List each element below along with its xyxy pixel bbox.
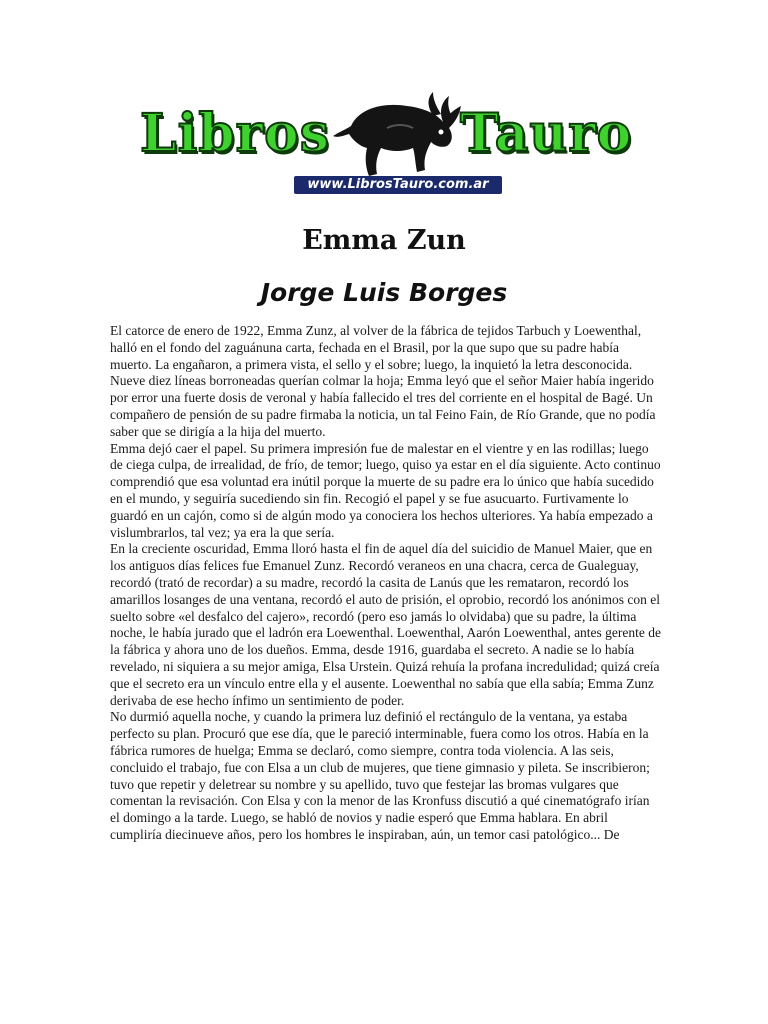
libros-tauro-logo[interactable] — [134, 88, 634, 198]
document-author: Jorge Luis Borges — [260, 278, 508, 307]
bull-icon — [329, 88, 469, 184]
paragraph: En la creciente oscuridad, Emma lloró hasta el fin de aquel día del suicidio de Manuel Maier, que en los antiguos días felices fue Emanuel Zunz. Recordó veraneos en una chacra, cerca de Gualeguay, recordó (trató de recordar) a su madre, recordó la casita de Lanús que les remataron, recordó los amarillos losanges de una ventana, recordó el auto de prisión, el oprobio, recordó los anónimos con el suelto sobre «el desfalco del cajero», recordó (pero eso jamás lo olvidaba) que su padre, la última noche, le había jurado que el ladrón era Loewenthal. Loewenthal, Aarón Loewenthal, antes gerente de la fábrica y ahora uno de los dueños. Emma, desde 1916, guardaba el secreto. A nadie se lo había revelado, ni siquiera a su mejor amiga, Elsa Urstein. Quizá rehuía la profana incredulidad; quizá creía que el secreto era un vínculo entre ella y el ausente. Loewenthal no sabía que ella sabía; Emma Zunz derivaba de ese hecho ínfimo un sentimiento de poder. — [110, 541, 662, 708]
paragraph: Emma dejó caer el papel. Su primera impresión fue de malestar en el vientre y en las rodillas; luego de ciega culpa, de irrealidad, de frío, de temor; luego, quiso ya estar en el día siguiente. Acto continuo comprendió que esa voluntad era inútil porque la muerte de su padre era lo único que había sucedido en el mundo, y seguiría sucediendo sin fin. Recogió el papel y se fue asucuarto. Furtivamente lo guardó en un cajón, como si de algún modo ya conociera los hechos ulteriores. Ya había empezado a vislumbrarlos, tal vez; ya era la que sería. — [110, 440, 661, 540]
logo-word-libros: Libros — [140, 103, 331, 164]
document-title: Emma Zun — [302, 225, 466, 256]
logo-url-link[interactable]: www.LibrosTauro.com.ar — [294, 176, 502, 194]
document-body — [110, 323, 662, 844]
paragraph: El catorce de enero de 1922, Emma Zunz, al volver de la fábrica de tejidos Tarbuch y Loewenthal, halló en el fondo del zaguánuna carta, fechada en el Brasil, por la que supo que su padre había muerto. La engañaron, a primera vista, el sello y el sobre; luego, la inquietó la letra desconocida. Nueve diez líneas borroneadas querían colmar la hoja; Emma leyó que el señor Maier había ingerido por error una fuerte dosis de veronal y había fallecido el tres del corriente en el hospital de Bagé. Un compañero de pensión de su padre firmaba la noticia, un tal Feino Fain, de Río Grande, que no podía saber que se dirigía a la hija del muerto. — [110, 323, 656, 439]
paragraph: No durmió aquella noche, y cuando la primera luz definió el rectángulo de la ventana, ya estaba perfecto su plan. Procuró que ese día, que le pareció interminable, fuera como los otros. Había en la fábrica rumores de huelga; Emma se declaró, como siempre, contra toda violencia. A las seis, concluido el trabajo, fue con Elsa a un club de mujeres, que tiene gimnasio y pileta. Se inscribieron; tuvo que repetir y deletrear su nombre y su apellido, tuvo que festejar las bromas vulgares que comentan la revisación. Con Elsa y con la menor de las Kronfuss discutió a qué cinematógrafo irían el domingo a la tarde. Luego, se habló de novios y nadie esperó que Emma hablara. En abril cumpliría diecinueve años, pero los hombres le inspiraban, aún, un temor casi patológico... De — [110, 709, 650, 842]
logo-word-tauro: Tauro — [460, 103, 633, 164]
